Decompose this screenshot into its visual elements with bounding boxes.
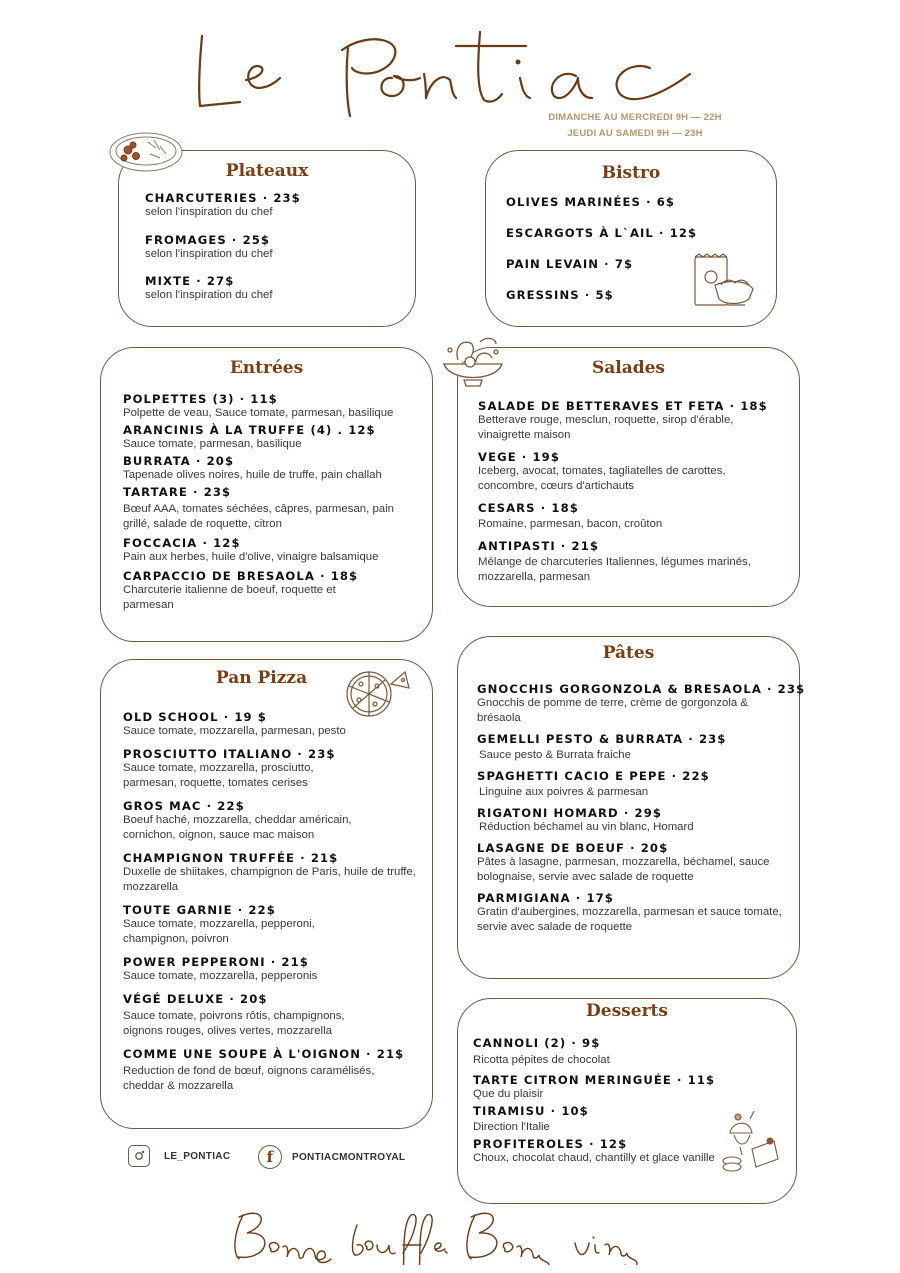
item-name: FROMAGES · 25$ <box>145 233 271 247</box>
item-name: VEGE · 19$ <box>478 450 561 464</box>
menu-item <box>123 392 431 421</box>
item-desc: Sauce pesto & Burrata fraiche <box>479 749 631 761</box>
item-desc: Sauce tomate, mozzarella, pepperonis <box>123 970 318 982</box>
item-desc: selon l'inspiration du chef <box>145 289 273 301</box>
item-name: PROFITEROLES · 12$ <box>473 1137 628 1151</box>
salad-bowl-icon <box>440 330 506 388</box>
item-desc: Sauce tomate, mozzarella, parmesan, pesto <box>123 725 346 737</box>
menu-item <box>477 806 797 835</box>
menu-item <box>478 399 788 443</box>
item-name: BURRATA · 20$ <box>123 454 235 468</box>
item-name: GROS MAC · 22$ <box>123 799 245 813</box>
item-desc: Charcuterie italienne de boeuf, roquette et parmesan <box>123 584 336 611</box>
menu-item <box>477 769 797 800</box>
menu-item <box>123 799 431 843</box>
item-desc: Reduction de fond de bœuf, oignons caramélisés, cheddar & mozzarella <box>123 1065 375 1092</box>
item-name: CARPACCIO DE BRESAOLA · 18$ <box>123 569 359 583</box>
item-name: MIXTE · 27$ <box>145 274 235 288</box>
item-desc: Que du plaisir <box>473 1088 544 1100</box>
snack-bowl-icon <box>691 253 757 309</box>
item-name: TARTARE · 23$ <box>123 485 232 499</box>
item-desc: Romaine, parmesan, bacon, croûton <box>478 518 663 530</box>
item-name: CHARCUTERIES · 23$ <box>145 191 301 205</box>
section-title: Pâtes <box>602 643 655 663</box>
item-desc: Sauce tomate, parmesan, basilique <box>123 438 302 450</box>
item-desc: Gratin d'aubergines, mozzarella, parmesan et sauce tomate, servie avec salade de roquette <box>477 906 782 933</box>
section-bistro <box>485 150 777 327</box>
item-name: OLD SCHOOL · 19 $ <box>123 710 267 724</box>
item-name: SALADE DE BETTERAVES ET FETA · 18$ <box>478 399 768 413</box>
item-name: CHAMPIGNON TRUFFÉE · 21$ <box>123 851 339 865</box>
section-title: Plateaux <box>225 161 309 181</box>
item-name: COMME UNE SOUPE À L'OIGNON · 21$ <box>123 1047 405 1061</box>
hours-line-1: DIMANCHE AU MERCREDI 9H — 22H <box>548 112 722 123</box>
instagram-handle: LE_PONTIAC <box>164 1150 231 1162</box>
item-name: VÉGÉ DELUXE · 20$ <box>123 992 268 1006</box>
section-desserts <box>457 998 797 1204</box>
menu-item <box>123 485 431 532</box>
menu-item-name: ESCARGOTS À L`AIL · 12$ <box>506 226 698 240</box>
section-pates <box>457 636 806 979</box>
menu-item <box>123 1047 431 1094</box>
section-title: Entrées <box>229 358 304 378</box>
item-desc: Boeuf haché, mozzarella, cheddar américain, cornichon, oignon, sauce mac maison <box>123 814 352 841</box>
charcuterie-board-icon <box>106 128 186 176</box>
menu-item <box>123 454 431 483</box>
item-desc: Gnocchis de pomme de terre, crème de gorgonzola & brésaola <box>477 697 748 724</box>
section-entrees <box>100 347 433 642</box>
item-desc: Mélange de charcuteries Italiennes, légumes marinés, mozzarella, parmesan <box>478 556 751 583</box>
item-desc: Iceberg, avocat, tomates, tagliatelles de carottes, concombre, cœurs d'artichauts <box>478 465 726 492</box>
facebook-handle: PONTIACMONTROYAL <box>292 1151 406 1163</box>
item-desc: Direction l'Italie <box>473 1121 550 1133</box>
section-title: Salades <box>591 358 666 378</box>
item-name: GEMELLI PESTO & BURRATA · 23$ <box>477 732 727 746</box>
menu-item <box>477 732 797 763</box>
item-name: ARANCINIS À LA TRUFFE (4) . 12$ <box>123 423 376 437</box>
menu-item-name: GRESSINS · 5$ <box>506 288 614 302</box>
menu-item <box>123 569 431 613</box>
item-name: CANNOLI (2) · 9$ <box>473 1036 601 1050</box>
instagram-icon <box>128 1145 150 1167</box>
item-name: TIRAMISU · 10$ <box>473 1104 589 1118</box>
tagline <box>225 1205 675 1265</box>
menu-item <box>123 903 431 947</box>
menu-item <box>478 539 788 585</box>
item-desc: Sauce tomate, poivrons rôtis, champignons, oignons rouges, olives vertes, mozzarella <box>123 1010 345 1037</box>
menu-item <box>123 851 431 895</box>
menu-item <box>477 682 806 726</box>
item-name: POWER PEPPERONI · 21$ <box>123 955 309 969</box>
pizza-icon <box>343 666 411 718</box>
menu-item <box>478 450 788 494</box>
menu-item <box>473 1073 773 1102</box>
section-title: Pan Pizza <box>215 668 308 688</box>
menu-item <box>477 841 797 885</box>
menu-item-name: PAIN LEVAIN · 7$ <box>506 257 634 271</box>
desserts-icon <box>720 1111 780 1173</box>
menu-item <box>145 191 301 220</box>
menu-item-name: OLIVES MARINÉES · 6$ <box>506 195 676 209</box>
item-desc: Betterave rouge, mesclun, roquette, sirop d'érable, vinaigrette maison <box>478 414 734 441</box>
item-name: POLPETTES (3) · 11$ <box>123 392 278 406</box>
opening-hours <box>530 110 740 142</box>
item-desc: selon l'inspiration du chef <box>145 248 273 260</box>
item-desc: Pâtes à lasagne, parmesan, mozzarella, béchamel, sauce bolognaise, servie avec salade de roquette <box>477 856 770 883</box>
item-desc: Réduction béchamel au vin blanc, Homard <box>479 821 694 833</box>
item-desc: Choux, chocolat chaud, chantilly et glace vanille <box>473 1152 715 1164</box>
restaurant-logo <box>180 18 740 118</box>
item-desc: Polpette de veau, Sauce tomate, parmesan, basilique <box>123 407 394 419</box>
menu-item <box>123 747 431 791</box>
item-desc: Duxelle de shiitakes, champignon de Paris, huile de truffe, mozzarella <box>123 866 416 893</box>
facebook-link[interactable] <box>258 1145 405 1169</box>
item-name: TOUTE GARNIE · 22$ <box>123 903 276 917</box>
item-desc: Ricotta pépites de chocolat <box>473 1054 610 1066</box>
menu-item <box>123 536 431 565</box>
item-desc: Tapenade olives noires, huile de truffe, pain challah <box>123 469 382 481</box>
hours-line-2: JEUDI AU SAMEDI 9H — 23H <box>567 128 703 139</box>
menu-item <box>145 274 301 303</box>
item-desc: Bœuf AAA, tomates séchées, câpres, parmesan, pain grillé, salade de roquette, citron <box>123 503 394 530</box>
item-name: PARMIGIANA · 17$ <box>477 891 614 905</box>
section-pan-pizza <box>100 659 433 1129</box>
section-title: Bistro <box>601 163 661 183</box>
item-name: RIGATONI HOMARD · 29$ <box>477 806 663 820</box>
item-name: GNOCCHIS GORGONZOLA & BRESAOLA · 23$ <box>477 682 806 696</box>
section-title: Desserts <box>586 1001 668 1021</box>
menu-item <box>477 891 797 935</box>
item-name: SPAGHETTI CACIO E PEPE · 22$ <box>477 769 710 783</box>
menu-item <box>473 1036 773 1068</box>
item-name: CESARS · 18$ <box>478 501 579 515</box>
menu-item <box>123 423 431 452</box>
item-name: FOCCACIA · 12$ <box>123 536 241 550</box>
item-name: TARTE CITRON MERINGUÉE · 11$ <box>473 1073 716 1087</box>
menu-item <box>123 955 431 984</box>
item-desc: Linguine aux poivres & parmesan <box>479 786 649 798</box>
section-salades <box>457 347 800 607</box>
item-desc: selon l'inspiration du chef <box>145 206 273 218</box>
instagram-link[interactable] <box>128 1145 230 1167</box>
section-plateaux <box>118 150 416 327</box>
menu-item <box>145 233 301 262</box>
item-desc: Sauce tomate, mozzarella, prosciutto, parmesan, roquette, tomates cerises <box>123 762 314 789</box>
item-name: ANTIPASTI · 21$ <box>478 539 600 553</box>
item-desc: Pain aux herbes, huile d'olive, vinaigre balsamique <box>123 551 379 563</box>
facebook-icon: f <box>258 1145 282 1169</box>
item-name: PROSCIUTTO ITALIANO · 23$ <box>123 747 336 761</box>
item-desc: Sauce tomate, mozzarella, pepperoni, champignon, poivron <box>123 918 315 945</box>
menu-item <box>123 992 431 1039</box>
item-name: LASAGNE DE BOEUF · 20$ <box>477 841 669 855</box>
menu-item <box>478 501 788 532</box>
